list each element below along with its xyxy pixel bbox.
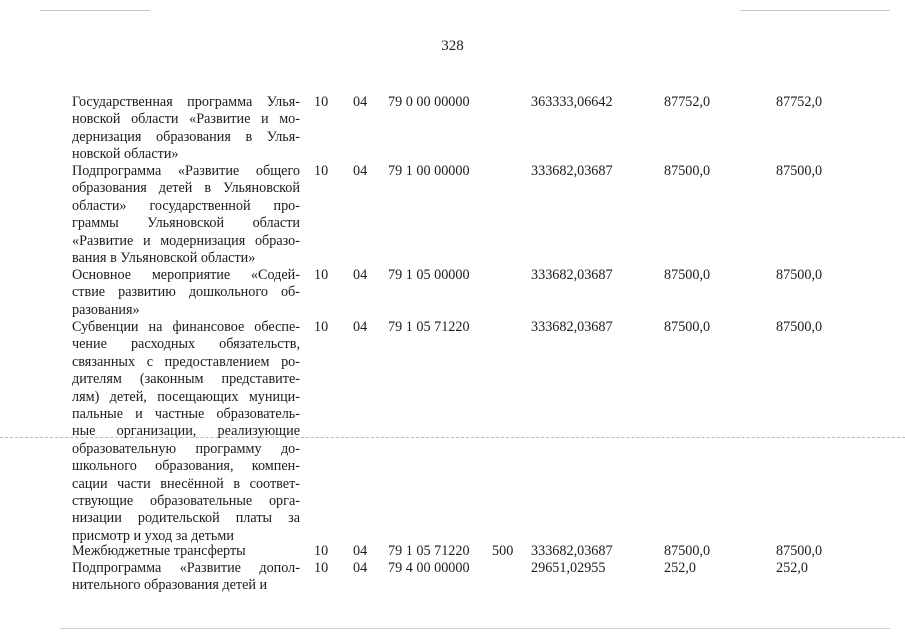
- row-description: [72, 560, 300, 595]
- cell-podrazdel: 04: [353, 560, 368, 576]
- row-description: [72, 163, 300, 267]
- cell-podrazdel: 04: [353, 163, 368, 179]
- description-line: образования детей в Ульяновской: [72, 180, 300, 197]
- cell-sum-3: 252,0: [776, 560, 808, 576]
- description-line: ствующие образовательные орга-: [72, 493, 300, 510]
- description-line: лям) детей, посещающих муници-: [72, 388, 300, 405]
- page-number: 328: [441, 38, 464, 54]
- row-description: [72, 543, 300, 560]
- cell-sum-1: 333682,03687: [531, 267, 613, 283]
- cell-razdel: 10: [314, 560, 329, 576]
- description-line: ствие развитию дошкольного об-: [72, 284, 300, 301]
- scan-artifact-top-2: [740, 10, 890, 11]
- cell-podrazdel: 04: [353, 94, 368, 110]
- description-line: Подпрограмма «Развитие общего: [72, 163, 300, 179]
- description-line: области» государственной про-: [72, 197, 300, 214]
- description-line: разования»: [72, 301, 140, 318]
- cell-target-article: 79 1 05 71220: [388, 543, 470, 559]
- row-description: [72, 319, 300, 545]
- cell-razdel: 10: [314, 163, 329, 179]
- cell-sum-3: 87500,0: [776, 319, 823, 335]
- description-line: чение расходных обязательств,: [72, 336, 300, 353]
- cell-podrazdel: 04: [353, 267, 368, 283]
- description-line: дернизация образования в Улья-: [72, 128, 300, 145]
- cell-target-article: 79 1 05 00000: [388, 267, 470, 283]
- cell-razdel: 10: [314, 94, 329, 110]
- description-line: присмотр и уход за детьми: [72, 527, 234, 544]
- description-line: новской области «Развитие и мо-: [72, 111, 300, 128]
- scan-artifact-top-1: [40, 10, 150, 11]
- cell-sum-1: 363333,06642: [531, 94, 613, 110]
- cell-razdel: 10: [314, 267, 329, 283]
- cell-sum-1: 333682,03687: [531, 163, 613, 179]
- description-line: Межбюджетные трансферты: [72, 543, 246, 559]
- cell-sum-3: 87752,0: [776, 94, 823, 110]
- row-description: [72, 94, 300, 164]
- description-line: вания в Ульяновской области»: [72, 250, 256, 267]
- description-line: Государственная программа Улья-: [72, 94, 300, 110]
- cell-sum-2: 87500,0: [664, 319, 711, 335]
- description-line: Субвенции на финансовое обеспе-: [72, 319, 300, 335]
- description-line: сации части внесённой в соответ-: [72, 475, 300, 492]
- cell-sum-3: 87500,0: [776, 267, 823, 283]
- cell-sum-2: 87500,0: [664, 163, 711, 179]
- description-line: Подпрограмма «Развитие допол-: [72, 560, 300, 576]
- cell-target-article: 79 1 00 00000: [388, 163, 470, 179]
- cell-expense-type: 500: [492, 543, 514, 559]
- description-line: граммы Ульяновской области: [72, 215, 300, 232]
- scan-artifact-bottom: [60, 628, 890, 629]
- description-line: низации родительской платы за: [72, 510, 300, 527]
- description-line: «Развитие и модернизация образо-: [72, 232, 300, 249]
- cell-razdel: 10: [314, 543, 329, 559]
- description-line: пальные и частные образователь-: [72, 406, 300, 423]
- cell-sum-2: 252,0: [664, 560, 696, 576]
- cell-podrazdel: 04: [353, 319, 368, 335]
- cell-razdel: 10: [314, 319, 329, 335]
- cell-sum-1: 333682,03687: [531, 543, 613, 559]
- row-description: [72, 267, 300, 319]
- cell-sum-1: 29651,02955: [531, 560, 606, 576]
- cell-target-article: 79 0 00 00000: [388, 94, 470, 110]
- description-line: дителям (законным представите-: [72, 371, 300, 388]
- description-line: новской области»: [72, 146, 179, 163]
- cell-sum-1: 333682,03687: [531, 319, 613, 335]
- cell-sum-3: 87500,0: [776, 543, 823, 559]
- cell-sum-2: 87500,0: [664, 543, 711, 559]
- description-line: нительного образования детей и: [72, 577, 268, 594]
- cell-sum-2: 87752,0: [664, 94, 711, 110]
- cell-sum-3: 87500,0: [776, 163, 823, 179]
- description-line: Основное мероприятие «Содей-: [72, 267, 300, 283]
- cell-podrazdel: 04: [353, 543, 368, 559]
- description-line: школьного образования, компен-: [72, 458, 300, 475]
- description-line: связанных с предоставлением ро-: [72, 353, 300, 370]
- description-line: образовательную программу до-: [72, 440, 300, 457]
- cell-target-article: 79 4 00 00000: [388, 560, 470, 576]
- description-line: ные организации, реализующие: [72, 423, 300, 440]
- cell-sum-2: 87500,0: [664, 267, 711, 283]
- cell-target-article: 79 1 05 71220: [388, 319, 470, 335]
